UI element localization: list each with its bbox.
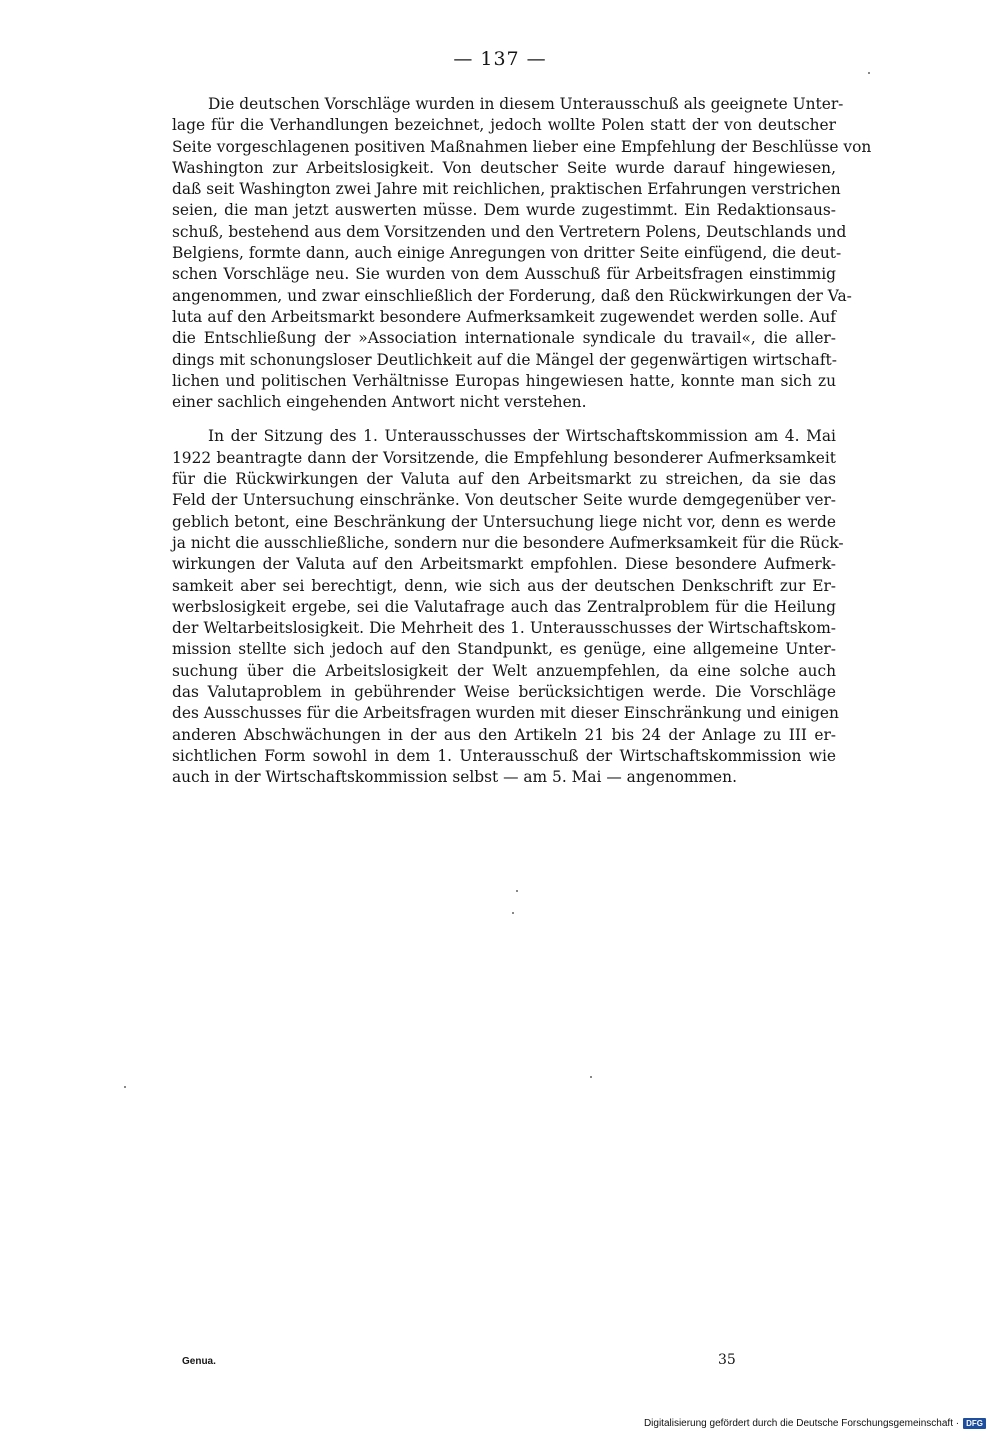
text-line: Seite vorgeschlagenen positiven Maßnahmen lieber eine Empfehlung der Beschlüsse von — [172, 137, 872, 156]
text-line: geblich betont, eine Beschränkung der Untersuchung liege nicht vor, denn es werde — [172, 512, 836, 531]
text-line: suchung über die Arbeitslosigkeit der Welt anzuempfehlen, da eine solche auch — [172, 661, 836, 680]
text-line: 1922 beantragte dann der Vorsitzende, die Empfehlung besonderer Aufmerksamkeit — [172, 448, 836, 467]
text-line: des Ausschusses für die Arbeitsfragen wurden mit dieser Einschränkung und einigen — [172, 704, 839, 723]
text-line: daß seit Washington zwei Jahre mit reichlichen, praktischen Erfahrungen verstrichen — [172, 180, 841, 199]
text-line: lage für die Verhandlungen bezeichnet, jedoch wollte Polen statt der von deutscher — [172, 116, 836, 135]
text-line: die Entschließung der »Association internationale syndicale du travail«, die aller- — [172, 329, 836, 348]
text-line: für die Rückwirkungen der Valuta auf den Arbeitsmarkt zu streichen, da sie das — [172, 470, 836, 489]
text-line: auch in der Wirtschaftskommission selbst — am 5. Mai — angenommen. — [172, 768, 737, 787]
text-line: einer sachlich eingehenden Antwort nicht verstehen. — [172, 393, 587, 412]
text-line: lichen und politischen Verhältnisse Europas hingewiesen hatte, konnte man sich zu — [172, 371, 836, 390]
scan-speck — [516, 890, 518, 892]
sheet-number: 35 — [718, 1352, 736, 1368]
text-line: luta auf den Arbeitsmarkt besondere Aufmerksamkeit zugewendet werden solle. Auf — [172, 307, 836, 326]
text-line: mission stellte sich jedoch auf den Standpunkt, es genüge, eine allgemeine Unter- — [172, 640, 836, 659]
scan-speck — [512, 912, 514, 914]
text-line: Feld der Untersuchung einschränke. Von deutscher Seite wurde demgegenüber ver- — [172, 491, 836, 510]
text-line: sichtlichen Form sowohl in dem 1. Unterausschuß der Wirtschaftskommission wie — [172, 746, 836, 765]
scan-speck — [124, 1086, 126, 1088]
paragraph-1 — [172, 94, 872, 413]
digitization-note: Digitalisierung gefördert durch die Deutsche Forschungsgemeinschaft · — [643, 1418, 960, 1429]
text-line: Die deutschen Vorschläge wurden in diesem Unterausschuß als geeignete Unter- — [208, 95, 844, 113]
text-line: Belgiens, formte dann, auch einige Anregungen von dritter Seite einfügend, die deut- — [172, 244, 842, 263]
text-line: werbslosigkeit ergebe, sei die Valutafrage auch das Zentralproblem für die Heilung — [172, 597, 836, 616]
text-line: angenommen, und zwar einschließlich der Forderung, daß den Rückwirkungen der Va- — [172, 286, 852, 305]
text-line: dings mit schonungsloser Deutlichkeit auf die Mängel der gegenwärtigen wirtschaft- — [172, 350, 837, 369]
signature-mark: Genua. — [182, 1356, 216, 1367]
dfg-logo-icon: DFG — [963, 1418, 986, 1429]
text-line: wirkungen der Valuta auf den Arbeitsmarkt empfohlen. Diese besondere Aufmerk- — [172, 555, 836, 574]
text-line: der Weltarbeitslosigkeit. Die Mehrheit des 1. Unterausschusses der Wirtschaftskom- — [172, 619, 836, 638]
digitization-credit — [644, 1418, 986, 1429]
text-line: samkeit aber sei berechtigt, denn, wie sich aus der deutschen Denkschrift zur Er- — [172, 576, 836, 595]
text-line: In der Sitzung des 1. Unterausschusses der Wirtschaftskommission am 4. Mai — [208, 427, 836, 446]
text-line: schuß, bestehend aus dem Vorsitzenden und den Vertretern Polens, Deutschlands und — [172, 222, 847, 241]
text-line: ja nicht die ausschließliche, sondern nur die besondere Aufmerksamkeit für die Rück- — [172, 533, 844, 552]
text-line: anderen Abschwächungen in der aus den Artikeln 21 bis 24 der Anlage zu III er- — [172, 725, 836, 744]
body-text — [172, 94, 872, 789]
scan-speck — [868, 72, 870, 74]
scan-speck — [590, 1076, 592, 1078]
page-number: — 137 — — [453, 48, 547, 70]
text-line: Washington zur Arbeitslosigkeit. Von deutscher Seite wurde darauf hingewiesen, — [172, 158, 836, 177]
text-line: das Valutaproblem in gebührender Weise berücksichtigen werde. Die Vorschläge — [172, 683, 836, 702]
paragraph-2 — [172, 426, 844, 788]
text-line: seien, die man jetzt auswerten müsse. Dem wurde zugestimmt. Ein Redaktionsaus- — [172, 201, 836, 220]
text-line: schen Vorschläge neu. Sie wurden von dem Ausschuß für Arbeitsfragen einstimmig — [172, 265, 836, 284]
